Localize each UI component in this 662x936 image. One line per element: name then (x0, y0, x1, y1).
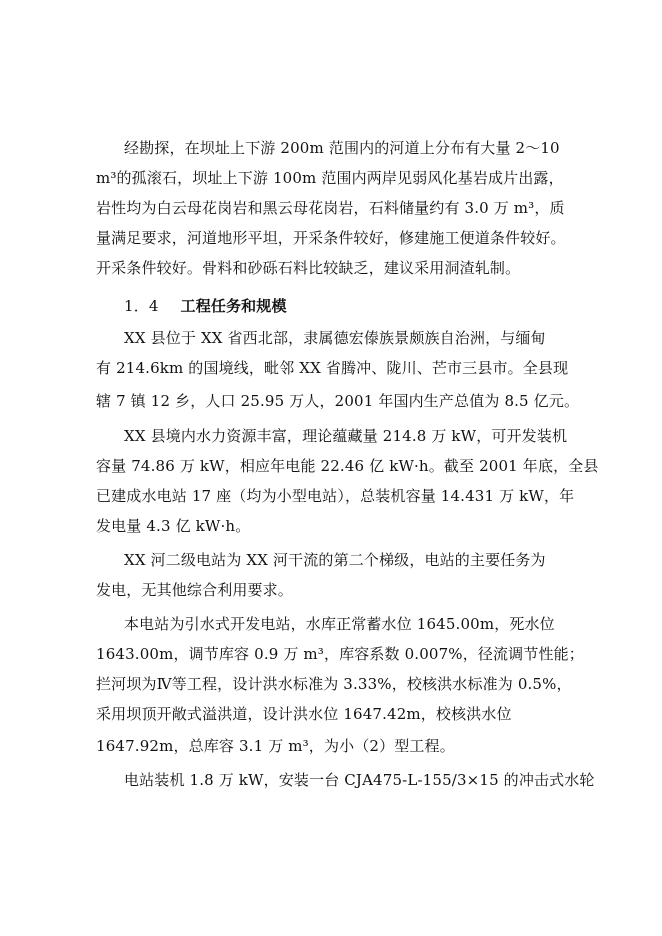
text-line: 拦河坝为Ⅳ等工程，设计洪水标准为 3.33%，校核洪水标准为 0.5%， (96, 675, 572, 693)
text-line: 采用坝顶开敞式溢洪道，设计洪水位 1647.42m，校核洪水位 (96, 705, 512, 723)
text-line: 开采条件较好。骨料和砂砾石料比较缺乏，建议采用洞渣轧制。 (96, 259, 521, 277)
text-line: 电站装机 1.8 万 kW，安装一台 CJA475-L-155/3×15 的冲击式水轮 (124, 771, 595, 789)
text-line: 岩性均为白云母花岗岩和黑云母花岗岩，石料储量约有 3.0 万 m³，质 (96, 199, 565, 217)
text-line: 发电，无其他综合利用要求。 (96, 581, 293, 599)
text-line: 有 214.6km 的国境线，毗邻 XX 省腾冲、陇川、芒市三县市。全县现 (96, 359, 569, 377)
text-line: XX 县位于 XX 省西北部，隶属德宏傣族景颇族自治洲，与缅甸 (124, 329, 546, 347)
text-line: 本电站为引水式开发电站，水库正常蓄水位 1645.00m，死水位 (124, 615, 555, 633)
text-line: 经勘探，在坝址上下游 200m 范围内的河道上分布有大量 2～10 (124, 139, 560, 157)
section-heading (124, 296, 604, 316)
text-line: 量满足要求，河道地形平坦，开采条件较好，修建施工便道条件较好。 (96, 229, 566, 247)
text-line: 辖 7 镇 12 乡，人口 25.95 万人，2001 年国内生产总值为 8.5 亿元。 (96, 392, 580, 410)
text-line: XX 县境内水力资源丰富，理论蕴藏量 214.8 万 kW，可开发装机 (124, 427, 568, 445)
text-line: 容量 74.86 万 kW，相应年电能 22.46 亿 kW·h。截至 2001 年底，全县 (96, 457, 599, 475)
text-line: XX 河二级电站为 XX 河干流的第二个梯级，电站的主要任务为 (124, 551, 546, 569)
text-line: 1643.00m，调节库容 0.9 万 m³，库容系数 0.007%，径流调节性能； (96, 645, 584, 663)
text-line: m³的孤滚石，坝址上下游 100m 范围内两岸见弱风化基岩成片出露， (96, 169, 564, 187)
text-line: 发电量 4.3 亿 kW·h。 (96, 517, 251, 535)
text-line: 已建成水电站 17 座（均为小型电站），总装机容量 14.431 万 kW，年 (96, 487, 575, 505)
section-number: 1．4 (124, 297, 159, 315)
text-line: 1647.92m，总库容 3.1 万 m³，为小（2）型工程。 (96, 737, 455, 755)
section-title: 工程任务和规模 (180, 297, 287, 315)
